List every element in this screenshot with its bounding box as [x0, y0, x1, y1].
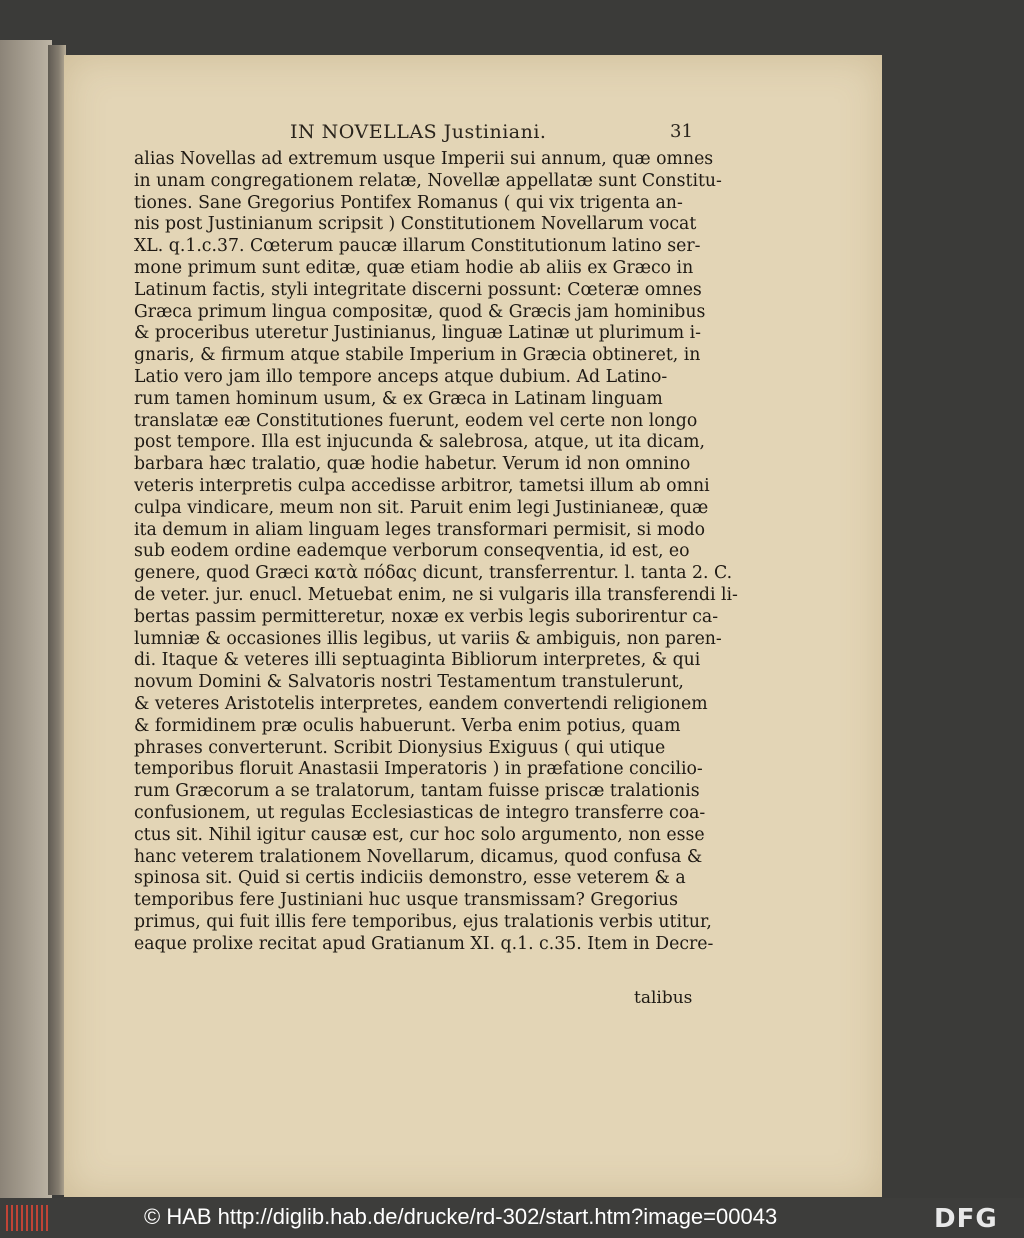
text-line: ita demum in aliam linguam leges transformari permisit, si modo	[134, 519, 706, 540]
text-line: & formidinem præ oculis habuerunt. Verba enim potius, quam	[134, 715, 681, 736]
body-text	[134, 149, 774, 955]
text-line: temporibus fere Justiniani huc usque transmissam? Gregorius	[134, 890, 678, 911]
text-line: rum tamen hominum usum, & ex Græca in Latinam linguam	[134, 388, 663, 409]
text-line: sub eodem ordine eademque verborum conseqventia, id est, eo	[134, 541, 690, 562]
text-line: confusionem, ut regulas Ecclesiasticas de integro transferre coa-	[134, 802, 706, 823]
text-line: Latinum factis, styli integritate discerni possunt: Cœteræ omnes	[134, 279, 702, 300]
text-line: & proceribus uteretur Justinianus, linguæ Latinæ ut plurimum i-	[134, 323, 702, 344]
text-line: gnaris, & firmum atque stabile Imperium in Græcia obtineret, in	[134, 345, 701, 366]
text-line: alias Novellas ad extremum usque Imperii sui annum, quæ omnes	[134, 149, 714, 169]
text-line: spinosa sit. Quid si certis indiciis demonstro, esse veterem & a	[134, 868, 686, 889]
text-line: rum Græcorum a se tralatorum, tantam fuisse priscæ tralationis	[134, 781, 700, 802]
text-line: bertas passim permitteretur, noxæ ex verbis legis suborirentur ca-	[134, 606, 719, 627]
text-line: hanc veterem tralationem Novellarum, dicamus, quod confusa &	[134, 846, 703, 867]
text-line: nis post Justinianum scripsit ) Constitutionem Novellarum vocat	[134, 214, 697, 235]
footer-credit-link[interactable]: © HAB http://diglib.hab.de/drucke/rd-302/start.htm?image=00043	[144, 1204, 778, 1229]
dfg-logo: DFG	[934, 1204, 998, 1234]
text-line: primus, qui fuit illis fere temporibus, ejus tralationis verbis utitur,	[134, 911, 712, 932]
text-line: ctus sit. Nihil igitur causæ est, cur hoc solo argumento, non esse	[134, 824, 705, 845]
text-line: & veteres Aristotelis interpretes, eandem convertendi religionem	[134, 693, 708, 714]
text-line: barbara hæc tralatio, quæ hodie habetur. Verum id non omnino	[134, 454, 691, 475]
text-line: post tempore. Illa est injucunda & salebrosa, atque, ut ita dicam,	[134, 432, 706, 453]
text-line: translatæ eæ Constitutiones fuerunt, eodem vel certe non longo	[134, 410, 698, 431]
text-line: di. Itaque & veteres illi septuaginta Bibliorum interpretes, & qui	[134, 650, 701, 671]
text-line: in unam congregationem relatæ, Novellæ appellatæ sunt Constitu-	[134, 170, 722, 191]
text-line: eaque prolixe recitat apud Gratianum XI. q.1. c.35. Item in Decre-	[134, 933, 714, 954]
text-line: culpa vindicare, meum non sit. Paruit enim legi Justinianeæ, quæ	[134, 497, 709, 518]
left-page-edge	[0, 40, 52, 1198]
page-number: 31	[670, 121, 693, 142]
text-line: de veter. jur. enucl. Metuebat enim, ne si vulgaris illa transferendi li-	[134, 584, 738, 605]
running-head: IN NOVELLAS Justiniani.	[290, 121, 547, 143]
text-line: lumniæ & occasiones illis legibus, ut variis & ambiguis, non paren-	[134, 628, 722, 649]
text-line: XL. q.1.c.37. Cœterum paucæ illarum Constitutionum latino ser-	[134, 236, 701, 257]
text-line: genere, quod Græci κατὰ πόδας dicunt, transferrentur. l. tanta 2. C.	[134, 563, 733, 584]
text-line: Græca primum lingua compositæ, quod & Græcis jam hominibus	[134, 301, 706, 322]
text-line: tiones. Sane Gregorius Pontifex Romanus ( qui vix trigenta an-	[134, 192, 683, 213]
text-line: mone primum sunt editæ, quæ etiam hodie ab aliis ex Græco in	[134, 257, 694, 278]
text-line: veteris interpretis culpa accedisse arbitror, tametsi illum ab omni	[134, 475, 710, 496]
text-line: Latio vero jam illo tempore anceps atque dubium. Ad Latino-	[134, 366, 668, 387]
catchword: talibus	[634, 988, 693, 1008]
book-page	[64, 55, 882, 1197]
text-line: temporibus floruit Anastasii Imperatoris ) in præfatione concilio-	[134, 759, 703, 780]
text-line: novum Domini & Salvatoris nostri Testamentum transtulerunt,	[134, 672, 684, 693]
text-line: phrases converterunt. Scribit Dionysius Exiguus ( qui utique	[134, 737, 666, 758]
footer-bar	[0, 1198, 1024, 1238]
hab-logo-icon	[6, 1205, 48, 1231]
